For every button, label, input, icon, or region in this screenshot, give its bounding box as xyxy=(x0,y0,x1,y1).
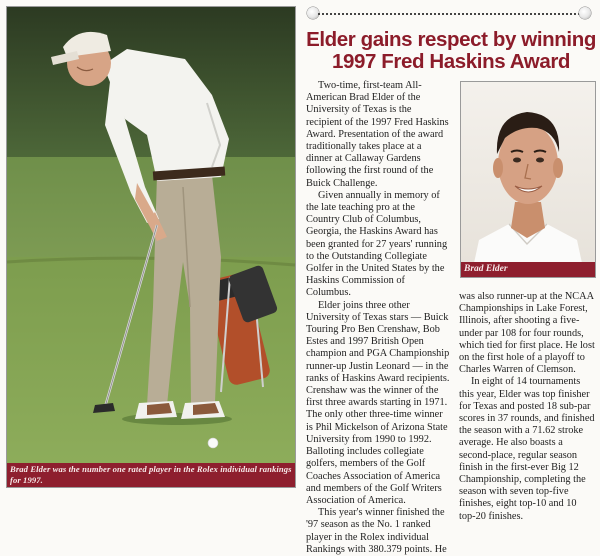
article-paragraph: Elder joins three other University of Texas stars — Buick Touring Pro Ben Crenshaw, Bob Estes and 1997 British Open champion and PGA Championship runner-up Justin Leonard — in the ranks of Haskins Award recipients. Crenshaw was the winner of the first three awards starting in 1971. The only other three-time winner is Phil Mickelson of Arizona State University from 1990 to 1992. Balloting includes collegiate golfers, members of the Golf Coaches Association of America and members of the Golf Writers Association of America. xyxy=(306,299,450,506)
golf-ball-right-icon xyxy=(579,7,591,19)
article-paragraph: This year's winner finished the '97 season as the No. 1 ranked player in the Rolex individual Rankings with 380.379 points. He xyxy=(306,507,447,555)
article-column-1 xyxy=(306,80,450,555)
article-paragraph: Given annually in memory of the late teaching pro at the Country Club of Columbus, Georgia, the Haskins Award has been granted for 27 years' running to the Outstanding Collegiate Golfer in the United States by the Haskins Commission of Columbus. xyxy=(306,189,448,299)
portrait-photo-illustration xyxy=(461,82,595,277)
article-paragraph: was also runner-up at the NCAA Championships in Lake Forest, Illinois, after shooting a five-under par 108 for four rounds, which tied for first place. He lost on the first hole of a playoff to Charles Warren of Clemson. xyxy=(459,291,595,376)
portrait-photo-caption: Brad Elder xyxy=(461,262,595,277)
portrait-photo xyxy=(460,81,596,278)
article-column-2 xyxy=(459,291,595,522)
article-paragraph: In eight of 14 tournaments this year, Elder was top finisher for Texas and posted 18 sub-par scores in 37 rounds, and finished the season with a 71.62 stroke average. He also boasts a second-place, regular season finish in the first-ever Big 12 Championship, completing the season with seven top-five finishes, eight top-10 and 10 top-20 finishes. xyxy=(459,376,595,522)
golfer-photo-caption: Brad Elder was the number one rated player in the Rolex individual rankings for 1997. xyxy=(7,463,295,487)
article-paragraph: Two-time, first-team All-American Brad Elder of the University of Texas is the recipient of the 1997 Fred Haskins Award. Presentation of the award traditionally takes place at a dinner at Callaway Gardens following the first round of the Buick Challenge. xyxy=(306,80,449,189)
article-headline: Elder gains respect by winning 1997 Fred Haskins Award xyxy=(306,28,596,73)
dotted-divider xyxy=(318,13,580,15)
golfer-photo-illustration xyxy=(7,7,295,487)
golfer-photo xyxy=(6,6,296,488)
